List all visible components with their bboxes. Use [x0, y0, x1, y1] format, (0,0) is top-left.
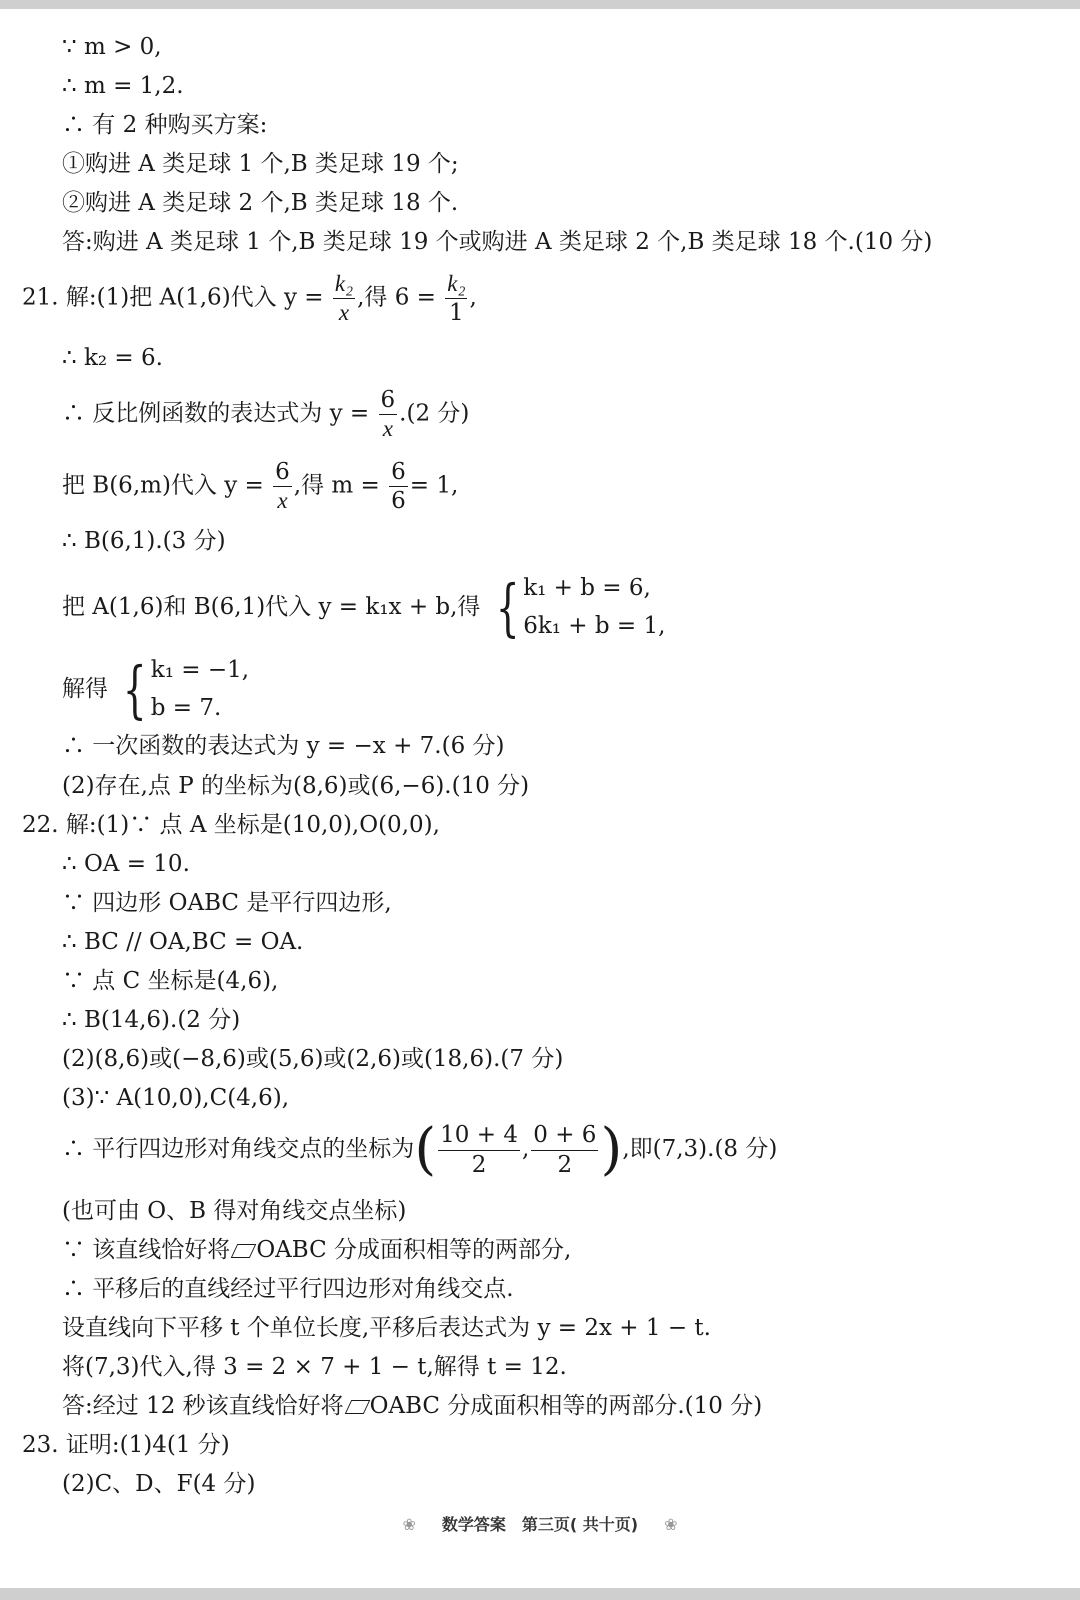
- text-line: [62, 1395, 762, 1418]
- fraction-6-over-x: [379, 388, 398, 441]
- text-line: [62, 1239, 571, 1262]
- text-line: [62, 388, 469, 441]
- text-line: ②购进 A 类足球 2 个,B 类足球 18 个.: [62, 190, 459, 216]
- flower-ornament-icon: ❀: [664, 1515, 678, 1534]
- text: ,: [469, 284, 477, 311]
- right-paren: ): [600, 1117, 623, 1182]
- equation-system: [115, 652, 249, 728]
- numerator: 6: [273, 460, 292, 487]
- footer-text: 数学答案 第三页( 共十页): [441, 1515, 639, 1534]
- text: ∴ 平行四边形对角线交点的坐标为: [62, 1136, 415, 1162]
- numerator: 6: [379, 388, 398, 415]
- text-line: ∴ m = 1,2.: [62, 73, 184, 99]
- text-line: 设直线向下平移 t 个单位长度,平移后表达式为 y = 2x + 1 − t.: [62, 1315, 711, 1341]
- fraction-x-midpoint: [438, 1123, 520, 1176]
- text-line: ∵ m > 0,: [62, 34, 162, 60]
- text: 答:经过 12 秒该直线恰好将: [62, 1393, 344, 1419]
- text-line: [62, 460, 458, 513]
- fraction-6-over-6: [389, 460, 408, 513]
- denominator: 2: [471, 1151, 487, 1178]
- text-line: (2)(8,6)或(−8,6)或(5,6)或(2,6)或(18,6).(7 分): [62, 1046, 564, 1072]
- flower-ornament-icon: ❀: [402, 1515, 416, 1534]
- parallelogram-icon: [231, 1244, 257, 1258]
- numerator: 10 + 4: [438, 1123, 520, 1150]
- denominator: x: [382, 416, 393, 442]
- q21-line: [22, 272, 477, 325]
- text: OABC 分成面积相等的两部分.(10 分): [369, 1393, 763, 1419]
- text: = 1,: [409, 472, 459, 499]
- text-line: ∴ 平行四边形对角线交点的坐标为( $\frac{10 + 4}{2}$ , $\frac{0 + 6}{2}$ ),即(7,3).(8 分): [62, 1117, 778, 1182]
- text-line: (3)∵ A(10,0),C(4,6),: [62, 1085, 290, 1111]
- text-line: ∴ BC // OA,BC = OA.: [62, 929, 304, 955]
- equation-row: 6k₁ + b = 1,: [523, 612, 666, 639]
- text-line: ∴ 有 2 种购买方案:: [62, 112, 268, 138]
- text: OABC 分成面积相等的两部分,: [256, 1237, 572, 1263]
- text-line: (2)C、D、F(4 分): [62, 1471, 256, 1497]
- text-line: ∵ 四边形 OABC 是平行四边形,: [62, 890, 392, 916]
- equation-system: [488, 570, 666, 646]
- text-line: 23. 证明:(1)4(1 分): [22, 1432, 230, 1458]
- text-line: ∵ 点 C 坐标是(4,6),: [62, 968, 279, 994]
- denominator: 6: [391, 488, 406, 515]
- text-line: 将(7,3)代入,得 3 = 2 × 7 + 1 − t,解得 t = 12.: [62, 1354, 567, 1380]
- numerator: k₂: [445, 272, 467, 299]
- top-border: [0, 0, 1080, 9]
- fraction-k2-over-x: [333, 272, 355, 325]
- brace: {: [495, 570, 520, 644]
- numerator: 0 + 6: [531, 1123, 598, 1150]
- denominator: x: [338, 300, 350, 326]
- parallelogram-icon: [344, 1400, 370, 1414]
- left-paren: (: [414, 1117, 437, 1182]
- text-line: (也可由 O、B 得对角线交点坐标): [62, 1198, 407, 1224]
- text-line: ①购进 A 类足球 1 个,B 类足球 19 个;: [62, 151, 459, 177]
- equation-row: k₁ + b = 6,: [523, 575, 651, 601]
- equation-system-line: [62, 652, 249, 728]
- text: ,即(7,3).(8 分): [622, 1136, 778, 1162]
- text: 把 B(6,m)代入 y =: [62, 472, 264, 499]
- text: ∴ 反比例函数的表达式为 y =: [62, 400, 370, 427]
- denominator: 2: [557, 1151, 573, 1178]
- text-line: 答:购进 A 类足球 1 个,B 类足球 19 个或购进 A 类足球 2 个,B 类足球 18 个.(10 分): [62, 229, 933, 255]
- brace: {: [123, 652, 147, 726]
- text-line: ∴ 一次函数的表达式为 y = −x + 7.(6 分): [62, 733, 505, 759]
- text: 把 A(1,6)和 B(6,1)代入 y = k₁x + b,得: [62, 593, 481, 620]
- text-line: 22. 解:(1)∵ 点 A 坐标是(10,0),O(0,0),: [22, 812, 440, 838]
- denominator: 1: [449, 300, 464, 327]
- page-footer: [0, 1512, 1080, 1535]
- denominator: x: [277, 488, 288, 514]
- fraction-k2-over-1: [445, 272, 467, 325]
- bottom-border: [0, 1588, 1080, 1600]
- equation-row: b = 7.: [150, 694, 222, 721]
- fraction-y-midpoint: [531, 1123, 598, 1176]
- text-line: ∴ k₂ = 6.: [62, 345, 163, 371]
- text-line: ∴ 平移后的直线经过平行四边形对角线交点.: [62, 1276, 514, 1302]
- equation-row: k₁ = −1,: [150, 657, 250, 683]
- text-line: ∴ B(14,6).(2 分): [62, 1007, 241, 1033]
- equation-system-line: [62, 570, 665, 646]
- text: ∵ 该直线恰好将: [62, 1237, 231, 1263]
- numerator: k₂: [333, 272, 355, 299]
- text-line: ∴ B(6,1).(3 分): [62, 528, 226, 554]
- text: 21. 解:(1)把 A(1,6)代入 y =: [22, 284, 324, 311]
- text: ,得 m =: [293, 472, 380, 499]
- text-line: (2)存在,点 P 的坐标为(8,6)或(6,−6).(10 分): [62, 773, 530, 799]
- text: 解得: [62, 675, 108, 702]
- text: .(2 分): [399, 400, 470, 427]
- numerator: 6: [389, 460, 408, 487]
- text-line: ∴ OA = 10.: [62, 851, 190, 877]
- fraction-6-over-x: [273, 460, 292, 513]
- text: ,得 6 =: [357, 284, 436, 311]
